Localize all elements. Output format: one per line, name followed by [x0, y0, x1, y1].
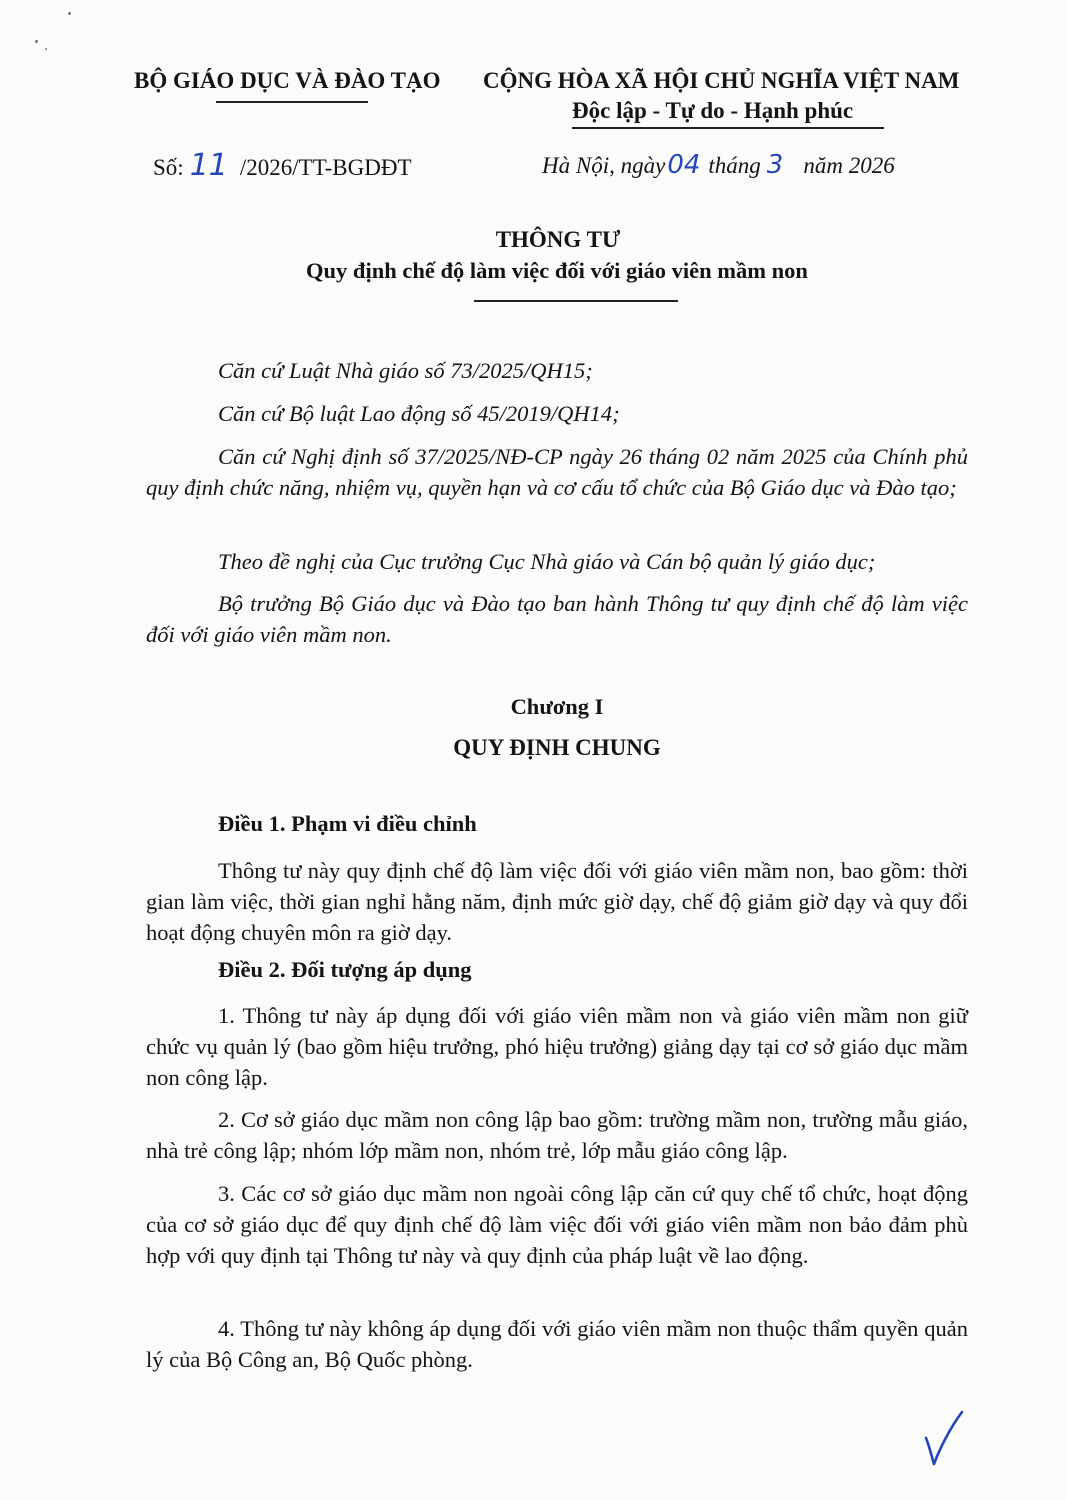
year-text: năm 2026: [803, 153, 895, 178]
number-handwritten: 11: [189, 148, 228, 183]
number-suffix: /2026/TT-BGDĐT: [239, 155, 412, 180]
ministry-underline: [216, 101, 368, 103]
article-paragraph: 2. Cơ sở giáo dục mầm non công lập bao gồm: trường mầm non, trường mẫu giáo, nhà trẻ công lập; nhóm lớp mầm non, nhóm trẻ, lớp mẫu giáo công lập.: [146, 1107, 968, 1163]
document-number: [153, 148, 412, 183]
country-name: CỘNG HÒA XÃ HỘI CHỦ NGHĨA VIỆT NAM: [483, 68, 960, 93]
motto-underline: [572, 127, 884, 129]
chapter-label: Chương I: [510, 694, 604, 719]
place-date: [542, 150, 895, 180]
preamble-line: Theo đề nghị của Cục trưởng Cục Nhà giáo và Cán bộ quản lý giáo dục;: [218, 549, 876, 574]
document-subject: Quy định chế độ làm việc đối với giáo viên mầm non: [306, 258, 808, 283]
preamble-line: Căn cứ Nghị định số 37/2025/NĐ-CP ngày 26 tháng 02 năm 2025 của Chính phủ quy định chức năng, nhiệm vụ, quyền hạn và cơ cấu tổ chức của Bộ Giáo dục và Đào tạo;: [146, 444, 968, 500]
scan-speck: [45, 48, 47, 50]
ministry-name: BỘ GIÁO DỤC VÀ ĐÀO TẠO: [134, 68, 441, 93]
month-handwritten: 3: [766, 150, 784, 180]
place-date-prefix: Hà Nội, ngày: [542, 153, 666, 178]
preamble-line: Bộ trưởng Bộ Giáo dục và Đào tạo ban hành Thông tư quy định chế độ làm việc đối với giáo viên mầm non.: [146, 591, 968, 647]
scan-speck: [68, 12, 71, 15]
article-heading: Điều 2. Đối tượng áp dụng: [218, 957, 472, 982]
article-paragraph: Thông tư này quy định chế độ làm việc đối với giáo viên mầm non, bao gồm: thời gian làm việc, thời gian nghỉ hằng năm, định mức giờ dạy, chế độ giảm giờ dạy và quy đổi hoạt động chuyên môn ra giờ dạy.: [146, 858, 968, 945]
article-heading: Điều 1. Phạm vi điều chỉnh: [218, 811, 477, 836]
scan-speck: [35, 40, 38, 43]
article-paragraph: 1. Thông tư này áp dụng đối với giáo viên mầm non và giáo viên mầm non giữ chức vụ quản lý (bao gồm hiệu trưởng, phó hiệu trưởng) giảng dạy tại cơ sở giáo dục mầm non công lập.: [146, 1003, 968, 1090]
title-underline: [474, 300, 678, 302]
checkmark-icon: [918, 1408, 966, 1468]
month-label: tháng: [708, 153, 761, 178]
article-paragraph: 3. Các cơ sở giáo dục mầm non ngoài công lập căn cứ quy chế tổ chức, hoạt động của cơ sở giáo dục để quy định chế độ làm việc đối với giáo viên mầm non bảo đảm phù hợp với quy định tại Thông tư này và quy định của pháp luật về lao động.: [146, 1181, 968, 1268]
number-prefix: Số:: [153, 155, 184, 180]
national-motto: Độc lập - Tự do - Hạnh phúc: [572, 98, 854, 123]
chapter-title: QUY ĐỊNH CHUNG: [453, 735, 661, 760]
article-paragraph: 4. Thông tư này không áp dụng đối với giáo viên mầm non thuộc thẩm quyền quản lý của Bộ Công an, Bộ Quốc phòng.: [146, 1316, 968, 1372]
preamble-line: Căn cứ Luật Nhà giáo số 73/2025/QH15;: [218, 358, 593, 383]
preamble-line: Căn cứ Bộ luật Lao động số 45/2019/QH14;: [218, 401, 620, 426]
document-type: THÔNG TƯ: [495, 227, 621, 252]
day-handwritten: 04: [667, 150, 701, 180]
